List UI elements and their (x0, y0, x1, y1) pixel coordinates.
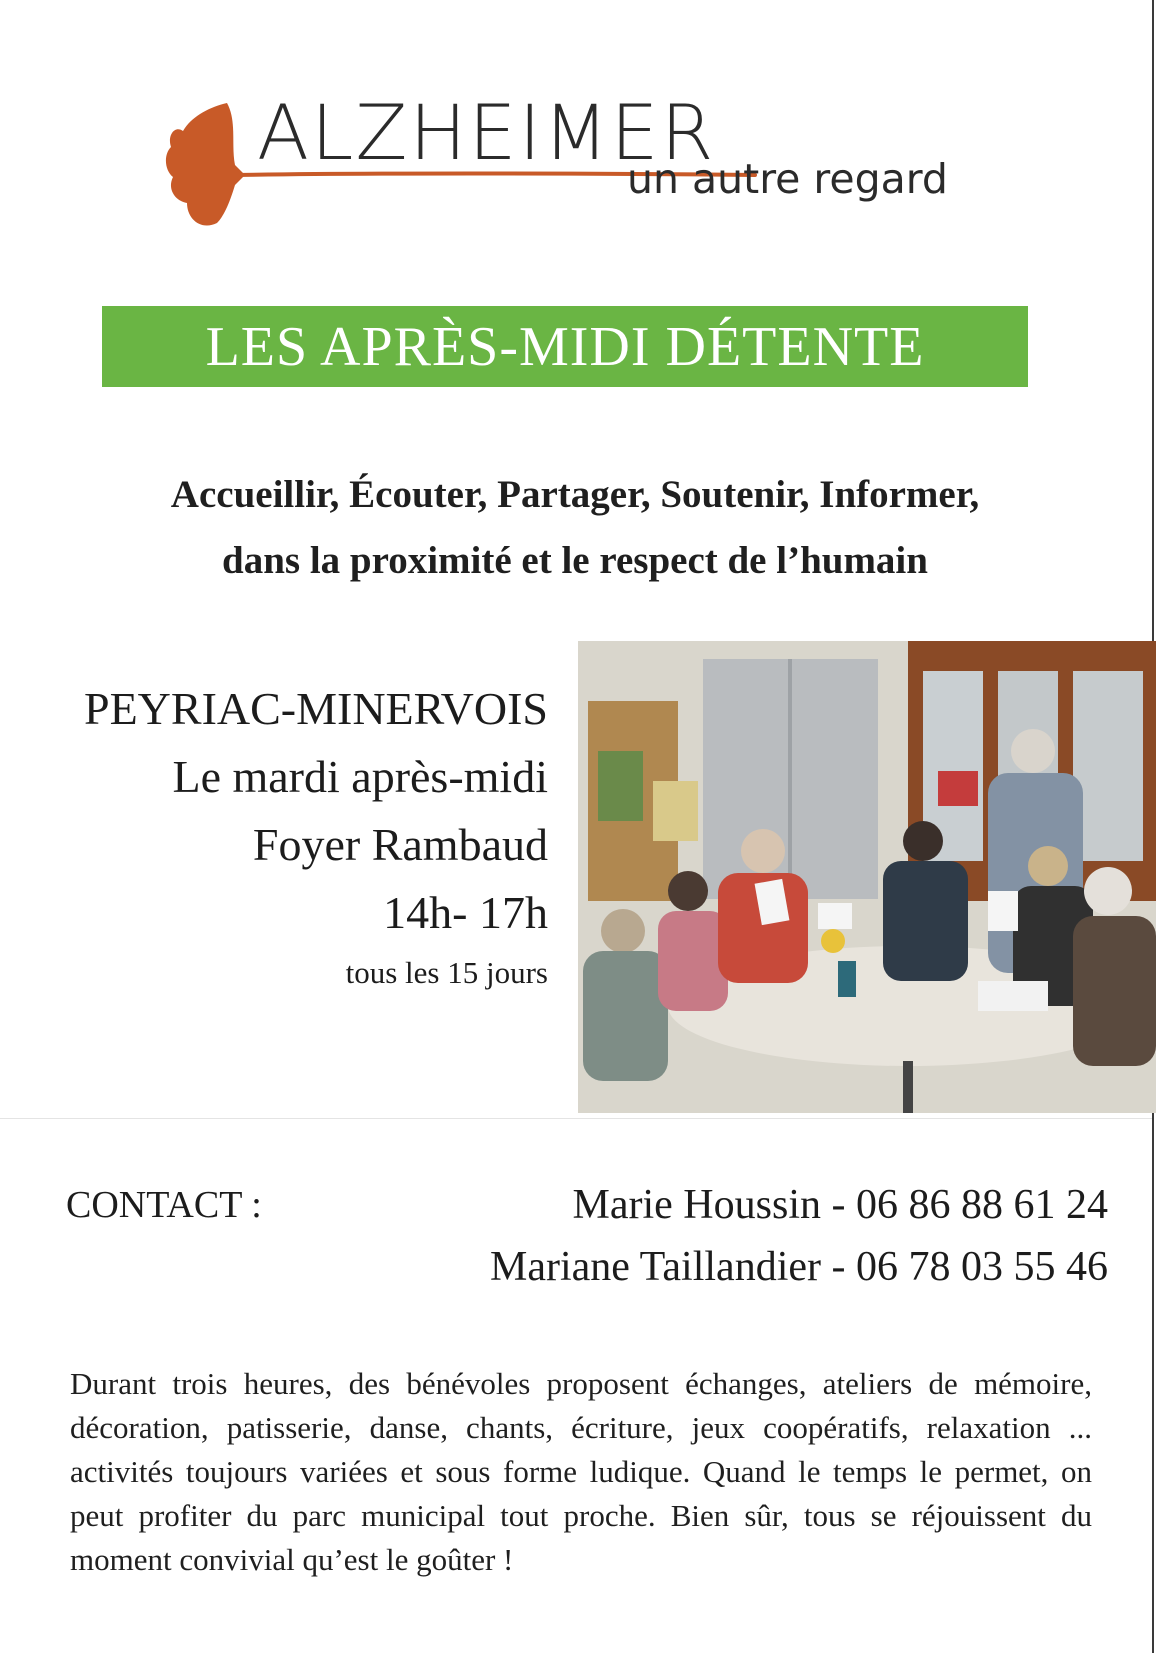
tagline (40, 462, 1110, 594)
contact-list (490, 1174, 1108, 1298)
contact-phone: 06 86 88 61 24 (856, 1182, 1108, 1228)
logo (165, 88, 985, 245)
event-day: Le mardi après-midi (172, 751, 548, 802)
tagline-line-2: dans la proximité et le respect de l’humain (222, 539, 928, 582)
title-banner (102, 306, 1028, 387)
contact-row: Marie Houssin - 06 86 88 61 24 (572, 1182, 1108, 1228)
contact-name: Mariane Taillandier (490, 1244, 821, 1290)
banner-title: LES APRÈS-MIDI DÉTENTE (205, 315, 925, 378)
logo-subtitle: un autre regard (627, 155, 948, 203)
contact-phone: 06 78 03 55 46 (856, 1244, 1108, 1290)
group-activity-photo (578, 641, 1156, 1113)
event-hours: 14h- 17h (383, 887, 548, 938)
event-details (0, 675, 548, 999)
contact-name: Marie Houssin (572, 1182, 821, 1228)
event-place: PEYRIAC-MINERVOIS (84, 683, 548, 734)
contact-label: CONTACT : (66, 1184, 262, 1226)
event-frequency: tous les 15 jours (345, 955, 548, 990)
logo-title: ALZHEIMER (257, 88, 716, 177)
tagline-line-1: Accueillir, Écouter, Partager, Soutenir, Informer, (170, 473, 980, 516)
description-paragraph: Durant trois heures, des bénévoles proposent échanges, ateliers de mémoire, décoration, patisserie, danse, chants, écriture, jeux coopératifs, relaxation ... activités toujours variées et sous forme ludique. Quand le temps le permet, on peut profiter du parc municipal tout proche. Bien sûr, tous se réjouissent du moment convivial qu’est le goûter ! (70, 1366, 1092, 1577)
event-venue: Foyer Rambaud (252, 819, 548, 870)
contact-row: Mariane Taillandier - 06 78 03 55 46 (490, 1244, 1108, 1290)
divider (0, 1118, 1152, 1119)
